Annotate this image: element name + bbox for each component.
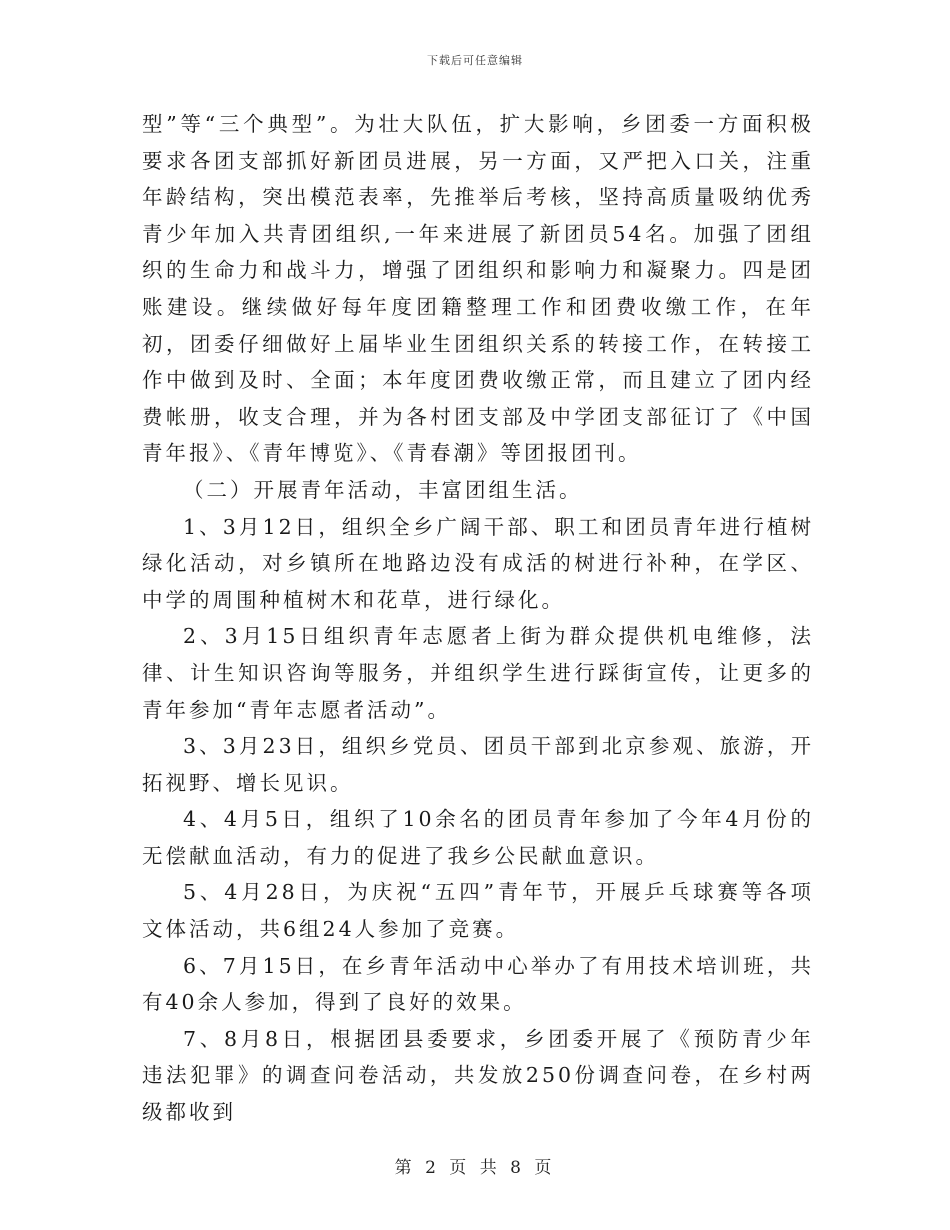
page-header: 下载后可任意编辑: [427, 54, 523, 67]
paragraph-item-7: 7、8月8日，根据团县委要求，乡团委开展了《预防青少年违法犯罪》的调查问卷活动，共发放250份调查问卷，在乡村两级都收到: [142, 1026, 814, 1125]
paragraph-item-2: 2、3月15日组织青年志愿者上街为群众提供机电维修，法律、计生知识咨询等服务，并组织学生进行踩街宣传，让更多的青年参加“青年志愿者活动”。: [142, 624, 814, 722]
paragraph-item-5: 5、4月28日，为庆祝“五四”青年节，开展乒乓球赛等各项文体活动，共6组24人参加了竞赛。: [142, 880, 814, 942]
paragraph-item-4: 4、4月5日，组织了10余名的团员青年参加了今年4月份的无偿献血活动，有力的促进了我乡公民献血意识。: [142, 807, 814, 868]
paragraph-item-1: 1、3月12日，组织全乡广阔干部、职工和团员青年进行植树绿化活动，对乡镇所在地路边没有成活的树进行补种，在学区、中学的周围种植树木和花草，进行绿化。: [142, 514, 814, 612]
page-number-footer: 第 2 页 共 8 页: [394, 1158, 556, 1178]
paragraph-continued: 型”等“三个典型”。为壮大队伍，扩大影响，乡团委一方面积极要求各团支部抓好新团员进展，另一方面，又严把入口关，注重年龄结构，突出模范表率，先推举后考核，坚持高质量吸纳优秀青少年加入共青团组织,一年来进展了新团员54名。加强了团组织的生命力和战斗力，增强了团组织和影响力和凝聚力。四是团账建设。继续做好每年度团籍整理工作和团费收缴工作，在年初，团委仔细做好上届毕业生团组织关系的转接工作，在转接工作中做到及时、全面；本年度团费收缴正常，而且建立了团内经费帐册，收支合理，并为各村团支部及中学团支部征订了《中国青年报》、《青年博览》、《青春潮》等团报团刊。: [142, 112, 814, 466]
section-heading: （二）开展青年活动，丰富团组生活。: [183, 477, 583, 502]
paragraph-item-3: 3、3月23日，组织乡党员、团员干部到北京参观、旅游，开拓视野、增长见识。: [142, 734, 814, 795]
document-body: [142, 106, 814, 1131]
paragraph-item-6: 6、7月15日，在乡青年活动中心举办了有用技术培训班，共有40余人参加，得到了良好的效果。: [142, 953, 814, 1015]
